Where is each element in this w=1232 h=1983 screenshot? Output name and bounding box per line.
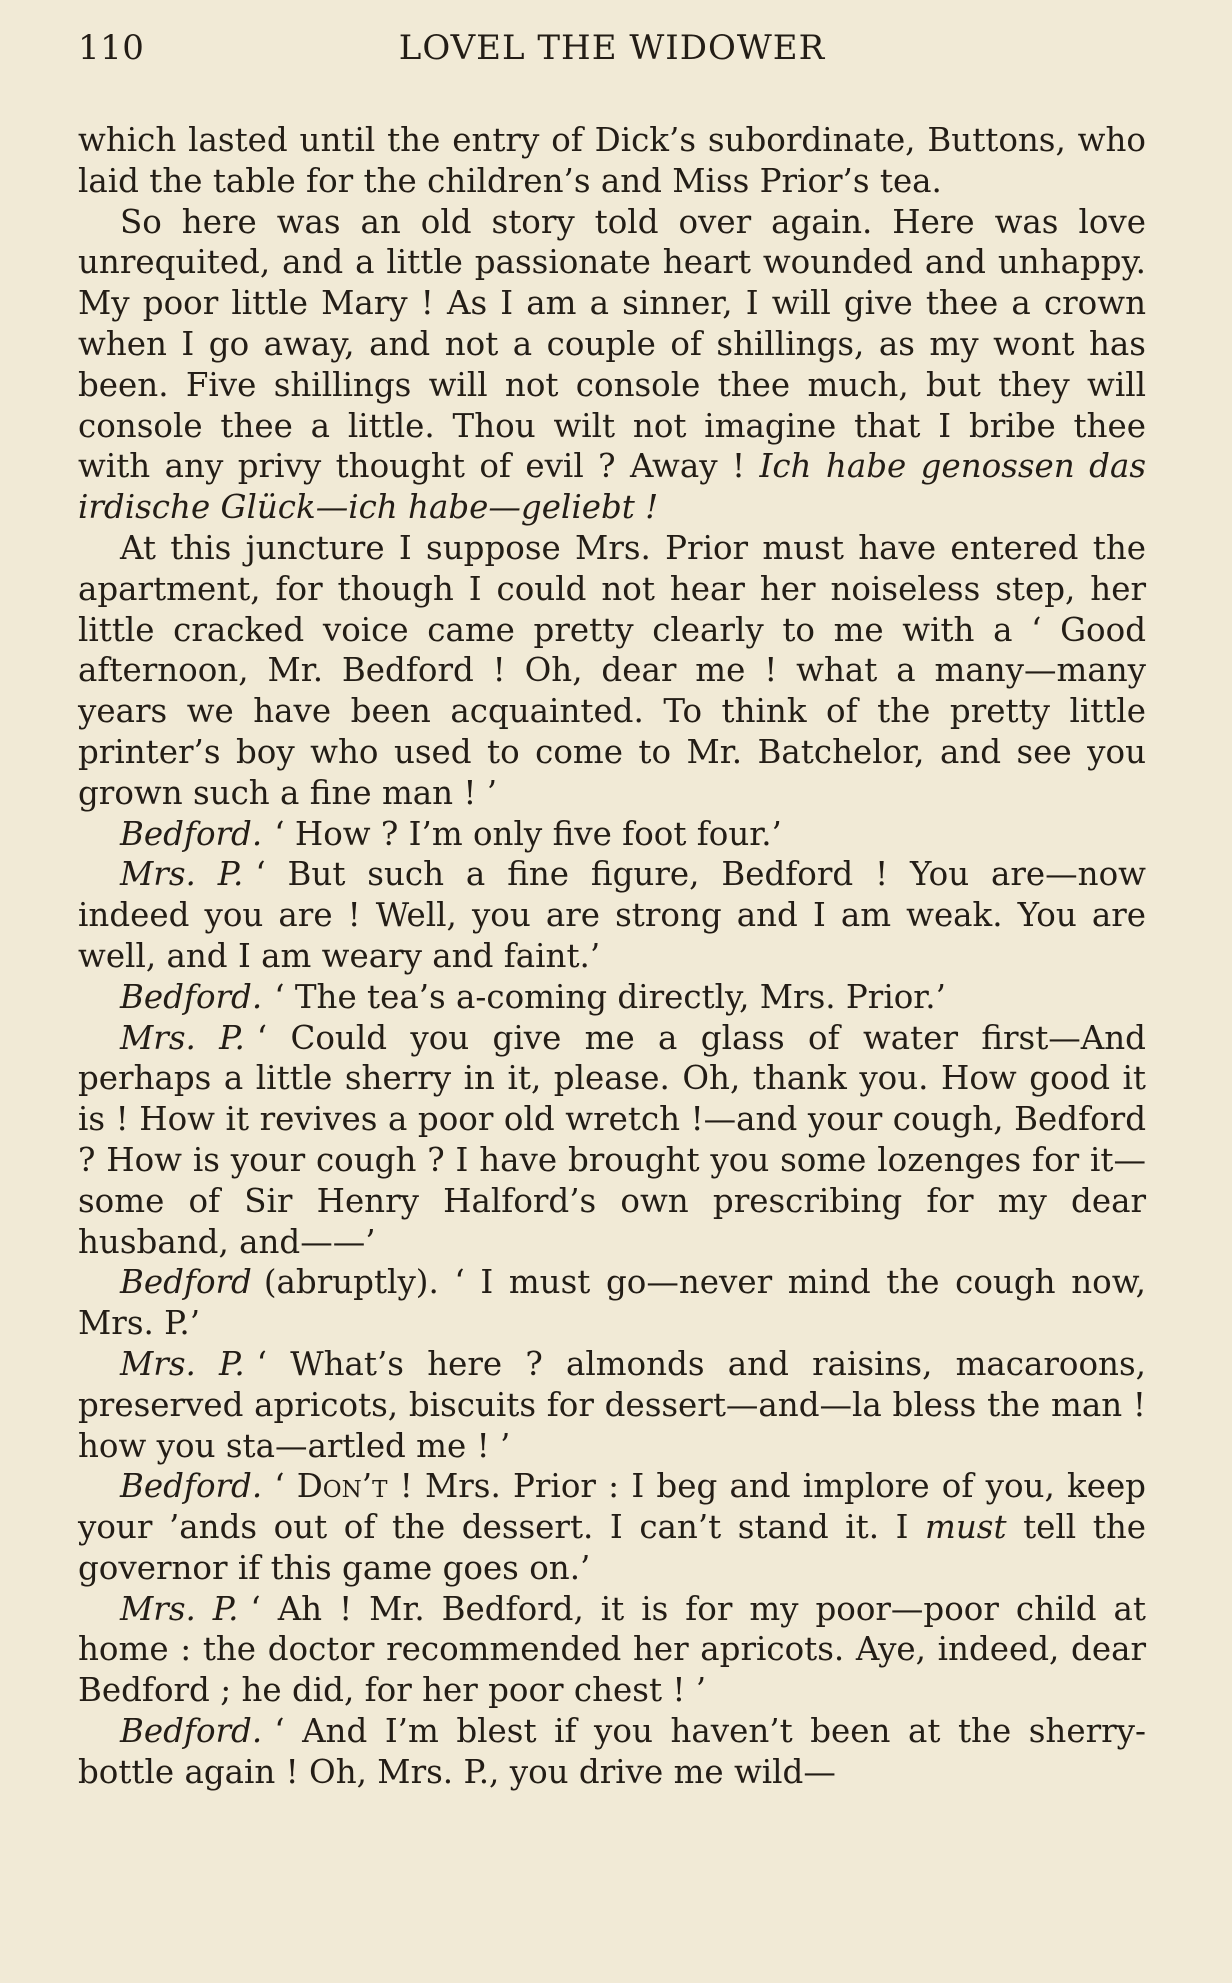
paragraph-text: which lasted until the entry of Dick’s subordinate, Buttons, who laid the table for the children’s and Miss Prior’s tea. (78, 121, 1146, 200)
dialogue-line (78, 1262, 1146, 1344)
german-quote: Ich habe genossen das irdische Glück—ich habe—geliebt ! (78, 447, 1146, 527)
dialogue-line (78, 854, 1146, 976)
dialogue-text: ‘ But such a fine figure, Bedford ! You are—now indeed you are ! Well, you are strong and I am weak. You are well, and I am weary and faint.’ (78, 855, 1146, 975)
dialogue-line (78, 1589, 1146, 1711)
paragraph (78, 528, 1146, 814)
running-title: LOVEL THE WIDOWER (398, 28, 826, 68)
paragraph-text: So here was an old story told over again. Here was love unrequited, and a little passionate heart wounded and unhappy. My poor little Mary ! As I am a sinner, I will give thee a crown when I go away, and not a couple of shillings, as my wont has been. Five shillings will not console thee much, but they will console thee a little. Thou wilt not imagine that I bribe thee with any privy thought of evil ? Away ! (78, 202, 1146, 486)
dialogue-line (78, 1344, 1146, 1466)
dialogue-text-open: ‘ (274, 1467, 297, 1506)
paragraph-text: At this juncture I suppose Mrs. Prior must have entered the apartment, for though I could not hear her noiseless step, her little cracked voice came pretty clearly to me with a ‘ Good afternoon, Mr. Bedford ! Oh, dear me ! what a many—many years we have been acquainted. To think of the pretty little printer’s boy who used to come to Mr. Batchelor, and see you grown such a fine man ! ’ (78, 528, 1146, 812)
dialogue-text-close: tell the governor if this game goes on.’ (78, 1508, 1146, 1587)
dialogue-line (78, 1466, 1146, 1588)
dialogue-line (78, 1018, 1146, 1263)
dialogue-text-middle: ! Mrs. Prior : I beg and implore of you, keep your ’ands out of the dessert. I can’t stand it. I (78, 1467, 1146, 1547)
speaker-name: Bedford (120, 1263, 252, 1302)
dialogue-text: ‘ Ah ! Mr. Bedford, it is for my poor—poor child at home : the doctor recommended her apricots. Aye, indeed, dear Bedford ; he did, for her poor chest ! ’ (78, 1589, 1146, 1710)
dialogue-text: (abruptly). ‘ I must go—never mind the cough now, Mrs. P.’ (78, 1263, 1146, 1343)
paragraph (78, 202, 1146, 528)
page-number: 110 (78, 28, 145, 68)
dialogue-text: ‘ How ? I’m only five foot four.’ (274, 814, 782, 853)
speaker-name: Bedford. (120, 1467, 263, 1506)
page-body (78, 120, 1146, 1793)
speaker-name: Mrs. P. (120, 1589, 239, 1628)
dialogue-line (78, 977, 1146, 1018)
dialogue-text: ‘ And I’m blest if you haven’t been at the sherry-bottle again ! Oh, Mrs. P., you drive me wild— (78, 1712, 1146, 1791)
speaker-name: Bedford. (120, 814, 263, 853)
speaker-name: Bedford. (120, 1712, 263, 1751)
dialogue-text: ‘ The tea’s a-coming directly, Mrs. Prior.’ (274, 977, 946, 1016)
speaker-name: Mrs. P. (120, 1018, 245, 1057)
dialogue-text: ‘ Could you give me a glass of water first—And perhaps a little sherry in it, please. Oh, thank you. How good it is ! How it revives a poor old wretch !—and your cough, Bedford ? How is your cough ? I have brought you some lozenges for it—some of Sir Henry Halford’s own prescribing for my dear husband, and——’ (78, 1018, 1146, 1261)
speaker-name: Mrs. P. (120, 1344, 245, 1383)
small-caps-word: Don’t (296, 1467, 388, 1506)
dialogue-line (78, 814, 1146, 855)
speaker-name: Mrs. P. (120, 855, 244, 894)
paragraph (78, 120, 1146, 202)
dialogue-text: ‘ What’s here ? almonds and raisins, macaroons, preserved apricots, biscuits for dessert—and—la bless the man ! how you sta—artled me ! ’ (78, 1344, 1146, 1465)
emphasis-word: must (925, 1508, 1007, 1547)
page-header (78, 28, 1146, 80)
dialogue-line (78, 1711, 1146, 1793)
speaker-name: Bedford. (120, 977, 263, 1016)
